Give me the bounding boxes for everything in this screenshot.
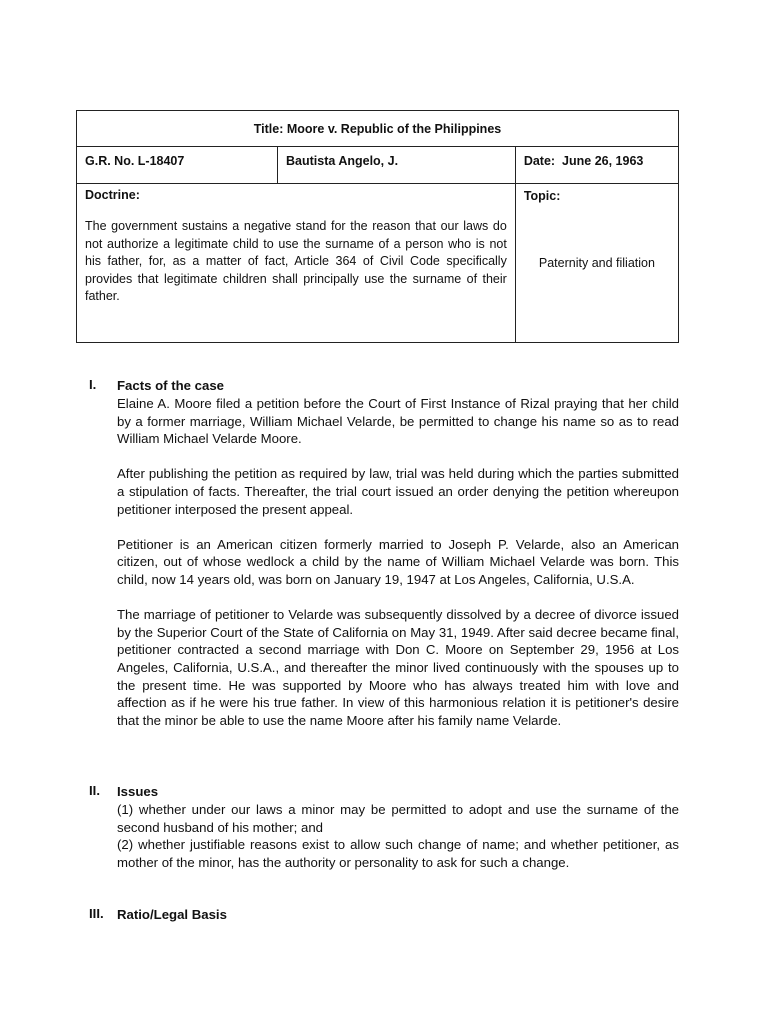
facts-number: I. xyxy=(89,377,97,392)
facts-paragraph: After publishing the petition as required by law, trial was held during which the parties submitted a stipulation of facts. Thereafter, the trial court issued an order denying the petition whereupon petitioner interposed the present appeal. xyxy=(117,466,679,517)
decision-date xyxy=(516,147,678,168)
facts-paragraph: The marriage of petitioner to Velarde was subsequently dissolved by a decree of divorce issued by the Superior Court of the State of California on May 31, 1949. After said decree became final, petitioner contracted a second marriage with Don C. Moore on September 29, 1956 at Los Angeles, California, U.S.A., and thereafter the minor lived continuously with the spouses up to the present time. He was supported by Moore who has always treated him with love and affection as if he were his true father. In view of this harmonious relation it is petitioner's desire that the minor be able to use the name Moore after his family name Velarde. xyxy=(117,607,679,728)
gr-number: G.R. No. L-18407 xyxy=(85,154,185,168)
issue-item: (1) whether under our laws a minor may be permitted to adopt and use the surname of the second husband of his mother; and xyxy=(117,802,679,835)
issues-heading: Issues xyxy=(117,784,159,799)
gr-number-cell xyxy=(77,147,278,184)
facts-heading: Facts of the case xyxy=(117,378,225,393)
case-digest-table xyxy=(76,110,679,343)
topic-cell xyxy=(515,184,678,343)
doctrine-label: Doctrine: xyxy=(85,188,140,202)
topic-value: Paternity and filiation xyxy=(538,256,655,270)
topic-label: Topic: xyxy=(523,189,561,203)
ponente-cell xyxy=(278,147,516,184)
case-title: Title: Moore v. Republic of the Philippines xyxy=(77,111,679,147)
doctrine-text: The government sustains a negative stand for the reason that our laws do not authorize a legitimate child to use the surname of a person who is not his father, for, as a matter of fact, Article 364 of Civil Code specifically provides that legitimate children shall principally use the surname of their father. xyxy=(85,219,507,304)
ponente: Bautista Angelo, J. xyxy=(286,154,399,168)
doctrine-cell xyxy=(77,184,516,343)
facts-section xyxy=(89,377,679,729)
date-label: Date: xyxy=(523,154,556,168)
issues-number: II. xyxy=(89,783,100,798)
facts-paragraph: Elaine A. Moore filed a petition before the Court of First Instance of Rizal praying that her child by a former marriage, William Michael Velarde, be permitted to change his name so as to read William Michael Velarde Moore. xyxy=(117,396,679,447)
ratio-heading: Ratio/Legal Basis xyxy=(117,907,227,922)
issue-item: (2) whether justifiable reasons exist to allow such change of name; and whether petitioner, as mother of the minor, has the authority or personality to ask for such a change. xyxy=(117,837,679,870)
ratio-number: III. xyxy=(89,906,104,921)
issues-section xyxy=(89,783,679,871)
ratio-section xyxy=(89,906,679,924)
date-cell xyxy=(515,147,678,184)
date-value: June 26, 1963 xyxy=(562,154,644,168)
facts-paragraph: Petitioner is an American citizen formerly married to Joseph P. Velarde, also an American citizen, out of whose wedlock a child by the name of William Michael Velarde was born. This child, now 14 years old, was born on January 19, 1947 at Los Angeles, California, U.S.A. xyxy=(117,536,679,587)
